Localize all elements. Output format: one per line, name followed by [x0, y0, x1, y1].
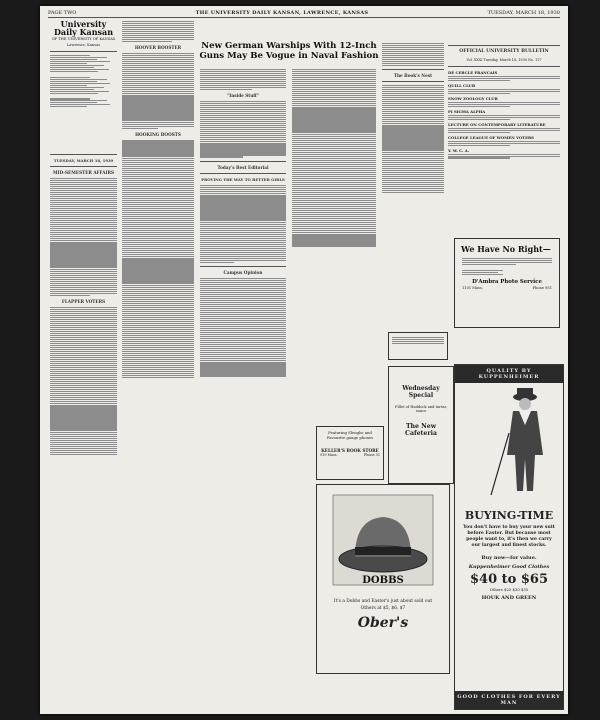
bulletin-item-body [448, 76, 560, 81]
masthead-place: Lawrence, Kansas [66, 43, 101, 47]
main-headline-line-2: Guns May Be Vogue in Naval Fashion [199, 50, 379, 61]
cafeteria-ad [388, 366, 454, 484]
cafeteria-line-1: Wednesday [402, 385, 440, 392]
cafeteria-line-3: Fillet of Haddock and tartar, sauce [395, 405, 447, 413]
main-headline-line-1: New German Warships With 12-Inch [201, 41, 377, 51]
staff-listing [50, 55, 117, 151]
kuppenheimer-brand: Kuppenheimer Good Clothes [468, 564, 550, 570]
kuppenheimer-store: HOUK AND GREEN [481, 595, 537, 601]
kuppenheimer-buy-now: Buy now—for value. [481, 555, 537, 561]
kuppenheimer-ad [454, 364, 564, 710]
editorial-mid-semester-body [50, 178, 117, 296]
cafeteria-line-2: Special [408, 392, 434, 399]
bulletin-item-title: DE CERCLE FRANCAIS [448, 70, 498, 75]
books-nest-title: The Book's Nest [393, 72, 433, 78]
obers-hat-ad [316, 484, 450, 674]
masthead-name: University Daily Kansan [53, 20, 114, 37]
column-1 [50, 20, 117, 708]
bulletin-item-body [448, 115, 560, 120]
column-3 [200, 68, 286, 708]
bulletin-item-body [448, 141, 560, 146]
page-number: PAGE TWO [48, 9, 77, 16]
proving-body [200, 185, 286, 264]
editorial-flapper-voters-title: FLAPPER VOTERS [61, 299, 106, 305]
bulletin-item-body [448, 89, 560, 94]
hat-illustration [317, 485, 449, 595]
editorial-flapper-voters-body [50, 307, 117, 455]
kuppenheimer-top-banner: QUALITY BY KUPPENHEIMER [455, 365, 563, 383]
page-date: TUESDAY, MARCH 18, 1930 [487, 9, 560, 16]
bulletin-item-body [448, 128, 560, 133]
photo-ad-phone: Phone 951 [532, 285, 552, 290]
editorial-mid-semester-title: MID-SEMESTER AFFAIRS [52, 170, 114, 175]
editorial-hoover-body [122, 53, 194, 130]
kuppenheimer-others: Others $25 $30 $35 [489, 587, 529, 592]
bulletin-item-body [448, 154, 560, 159]
obers-tagline: It's a Dobbs and Easter's just about sold out [333, 599, 433, 604]
paper-title: THE UNIVERSITY DAILY KANSAN, LAWRENCE, KANSAS [195, 9, 369, 16]
kuppenheimer-body: You don't have to buy your new suit before Easter. But because most people want to, it's then we carry our largest and finest stocks. [463, 525, 555, 548]
main-story-text-right [292, 69, 376, 247]
bulletin-items [448, 70, 560, 159]
campus-opinion-title: Campus Opinion [223, 270, 263, 276]
column-4 [292, 68, 376, 408]
main-headline [198, 42, 380, 61]
man-illustration [455, 383, 563, 501]
inside-stuff-title: "Inside Stuff" [227, 92, 259, 98]
column-2-text-top [122, 21, 194, 42]
masthead-dateline: TUESDAY, MARCH 18, 1930 [53, 158, 114, 163]
books-nest-body [382, 85, 444, 193]
column-2 [122, 20, 194, 708]
bulletin-item-title: LECTURE ON CONTEMPORARY LITERATURE [448, 121, 546, 127]
column-5 [382, 42, 444, 382]
bulletin-item-body [448, 102, 560, 107]
photo-service-ad [454, 238, 560, 328]
official-bulletin [448, 42, 560, 232]
bulletin-title: OFFICIAL UNIVERSITY BULLETIN [459, 49, 549, 54]
todays-best-title: Today's Best Editorial [217, 164, 269, 170]
obers-logo: Ober's [357, 615, 409, 632]
column-5-text-top [382, 43, 444, 66]
kuppenheimer-bottom-banner: GOOD CLOTHES FOR EVERY MAN [455, 691, 563, 709]
editorial-hooking-body [122, 140, 194, 377]
small-ad [388, 332, 448, 360]
bulletin-item-title: Y. W. C. A. [448, 147, 470, 153]
proving-title: PROVING THE WAY TO BETTER GIRLS [201, 176, 285, 182]
inside-stuff-body [200, 101, 286, 158]
bulletin-volume: Vol. XXXI Tuesday, March 18, 1930 No. 117 [466, 58, 542, 62]
bookstore-name: KELLER'S BOOK STORE [321, 448, 379, 453]
obers-price: Others at $5, $6, $7 [360, 606, 406, 612]
newspaper-page [40, 6, 568, 714]
bulletin-item-title: SNOW ZOOLOGY CLUB [448, 95, 498, 101]
kuppenheimer-headline: BUYING-TIME [464, 509, 554, 522]
photo-ad-name: D'Ambra Photo Service [472, 278, 542, 285]
masthead-subtitle: OF THE UNIVERSITY OF KANSAS [51, 37, 116, 41]
editorial-hooking-title: HOOKING BOOSTS [135, 132, 181, 138]
bookstore-text: Featuring Slenghs and Favourite gauge phones [326, 430, 374, 440]
bookstore-address: 919 Mass. [320, 453, 338, 457]
bulletin-item-title: PI SIGMA ALPHA [448, 108, 486, 114]
photo-ad-address: 1101 Mass. [462, 285, 483, 290]
main-story-text-left [200, 69, 286, 90]
editorial-hoover-title: HOOVER BOOSTER [134, 44, 182, 50]
bulletin-item-title: QUILL CLUB [448, 82, 476, 88]
bulletin-item-title: COLLEGE LEAGUE OF WOMEN VOTERS [448, 134, 534, 140]
photo-ad-headline: We Have No Right— [461, 244, 551, 254]
svg-text:DOBBS: DOBBS [362, 575, 404, 586]
bookstore-ad [316, 426, 384, 480]
bookstore-phone: Phone 31 [363, 453, 380, 457]
cafeteria-name: The New Cafeteria [405, 423, 437, 437]
kuppenheimer-price: $40 to $65 [470, 572, 548, 587]
campus-opinion-body [200, 278, 286, 376]
page-header [48, 8, 560, 18]
